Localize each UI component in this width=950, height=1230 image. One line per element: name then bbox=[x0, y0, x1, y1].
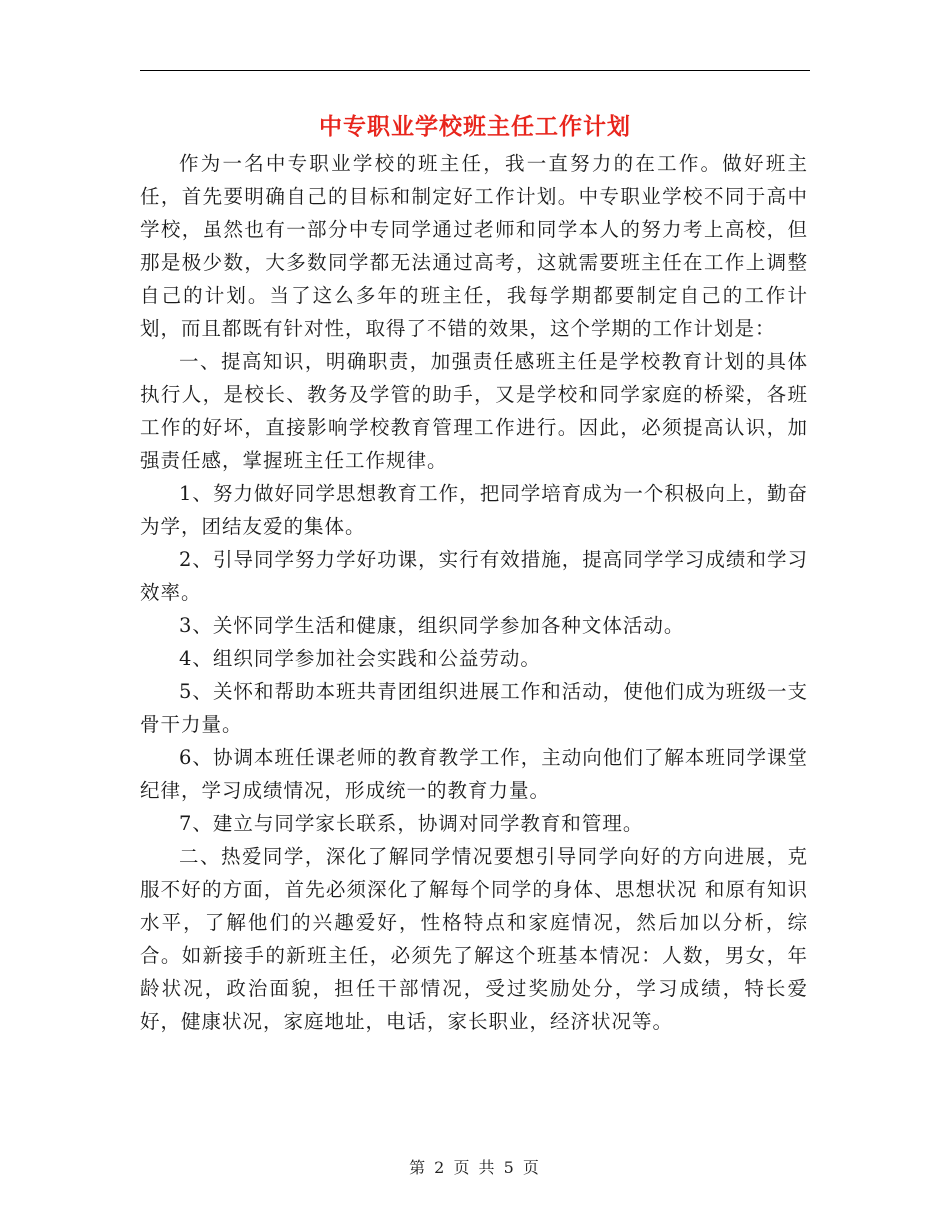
document-body bbox=[140, 147, 808, 1038]
list-item-3: 3、关怀同学生活和健康，组织同学参加各种文体活动。 bbox=[179, 614, 685, 637]
list-item-7: 7、建立与同学家长联系，协调对同学教育和管理。 bbox=[179, 812, 644, 835]
list-item-5: 5、关怀和帮助本班共青团组织进展工作和活动，使他们成为班级一支骨干力量。 bbox=[140, 680, 808, 736]
document-title: 中专职业学校班主任工作计划 bbox=[319, 113, 631, 140]
header-rule bbox=[140, 70, 810, 71]
list-item-4: 4、组织同学参加社会实践和公益劳动。 bbox=[179, 647, 541, 670]
list-item-6: 6、协调本班任课老师的教育教学工作，主动向他们了解本班同学课堂纪律，学习成绩情况，形成统一的教育力量。 bbox=[140, 746, 808, 802]
paragraph-section-one: 一、提高知识，明确职责，加强责任感班主任是学校教育计划的具体执行人，是校长、教务及学管的助手，又是学校和同学家庭的桥梁，各班工作的好坏，直接影响学校教育管理工作进行。因此，必须提高认识，加强责任感，掌握班主任工作规律。 bbox=[140, 350, 808, 472]
list-item-1: 1、努力做好同学思想教育工作，把同学培育成为一个积极向上，勤奋为学，团结友爱的集体。 bbox=[140, 482, 808, 538]
paragraph-section-two: 二、热爱同学，深化了解同学情况要想引导同学向好的方向进展，克服不好的方面，首先必须深化了解每个同学的身体、思想状况 和原有知识水平，了解他们的兴趣爱好，性格特点和家庭情况，然后加以分析，综合。如新接手的新班主任，必须先了解这个班基本情况：人数，男女，年龄状况，政治面貌，担任干部情况，受过奖励处分，学习成绩，特长爱好，健康状况，家庭地址，电话，家长职业，经济状况等。 bbox=[140, 845, 808, 1033]
page-footer: 第 2 页 共 5 页 bbox=[409, 1158, 541, 1177]
paragraph-intro: 作为一名中专职业学校的班主任，我一直努力的在工作。做好班主任，首先要明确自己的目标和制定好工作计划。中专职业学校不同于高中学校，虽然也有一部分中专同学通过老师和同学本人的努力考上高校，但那是极少数，大多数同学都无法通过高考，这就需要班主任在工作上调整自己的计划。当了这么多年的班主任，我每学期都要制定自己的工作计划，而且都既有针对性，取得了不错的效果，这个学期的工作计划是： bbox=[140, 152, 808, 340]
list-item-2: 2、引导同学努力学好功课，实行有效措施，提高同学学习成绩和学习效率。 bbox=[140, 548, 808, 604]
